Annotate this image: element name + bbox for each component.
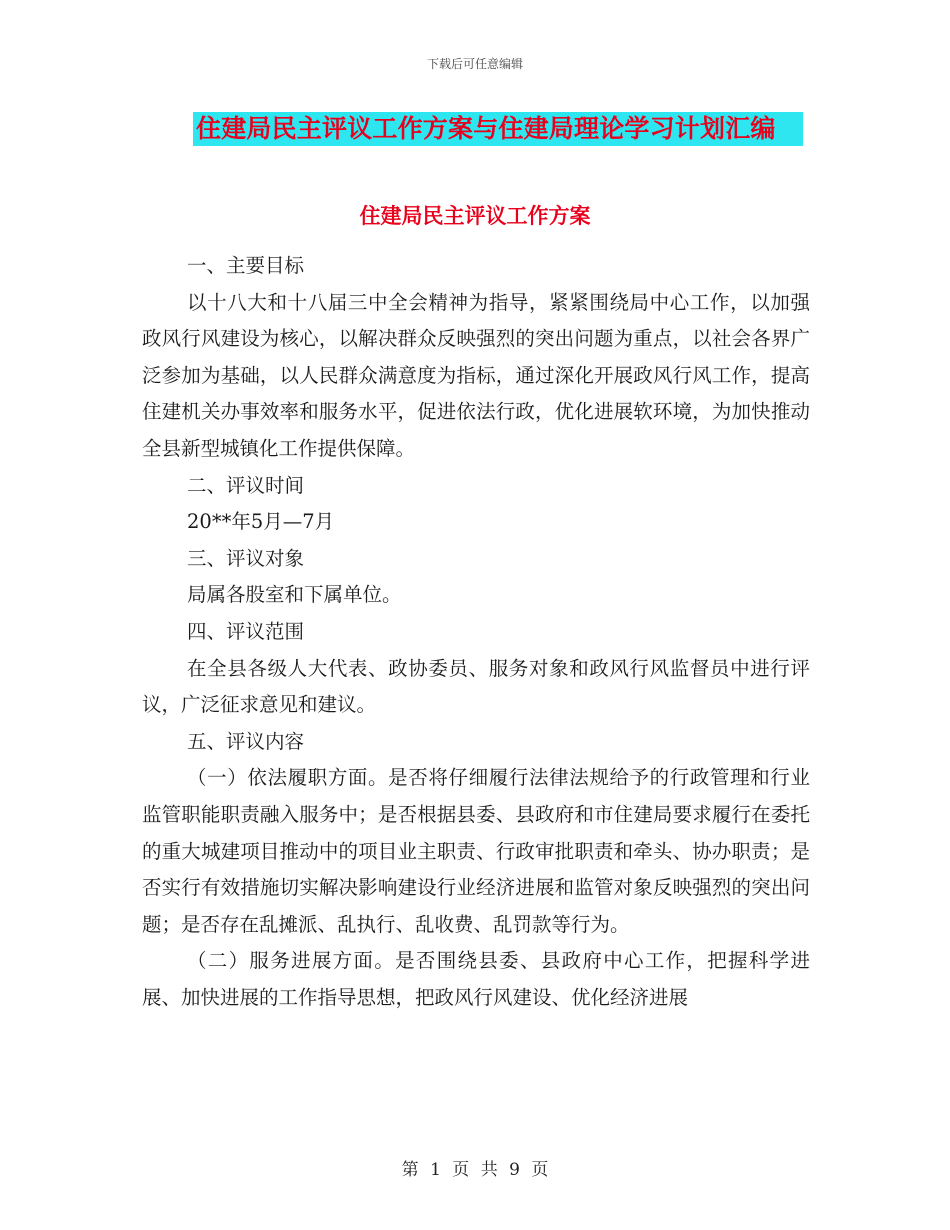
heading-review-scope: 四、评议范围 xyxy=(187,619,305,643)
heading-review-time: 二、评议时间 xyxy=(187,473,305,497)
paragraph-lawful-duty: （一）依法履职方面。是否将仔细履行法律法规给予的行政管理和行业监管职能职责融入服务中；是否根据县委、县政府和市住建局要求履行在委托的重大城建项目推动中的项目业主职责、行政审批职责和牵头、协办职责；是否实行有效措施切实解决影响建设行业经济进展和监管对象反映强烈的突出问题；是否存在乱摊派、乱执行、乱收费、乱罚款等行为。 xyxy=(142,766,810,936)
paragraph-review-time: 20**年5月—7月 xyxy=(187,510,335,534)
heading-review-content: 五、评议内容 xyxy=(187,729,305,753)
page-footer-indicator: 第 1 页 共 9 页 xyxy=(401,1160,549,1180)
section-title: 住建局民主评议工作方案 xyxy=(359,204,591,228)
page-header-note: 下载后可任意编辑 xyxy=(426,57,523,71)
paragraph-review-scope: 在全县各级人大代表、政协委员、服务对象和政风行风监督员中进行评议，广泛征求意见和建议。 xyxy=(142,656,810,717)
paragraph-review-object: 局属各股室和下属单位。 xyxy=(187,583,402,607)
heading-review-object: 三、评议对象 xyxy=(187,546,305,570)
heading-main-goal: 一、主要目标 xyxy=(187,254,305,277)
document-body xyxy=(142,248,810,1016)
paragraph-service-development: （二）服务进展方面。是否围绕县委、县政府中心工作，把握科学进展、加快进展的工作指导思想，把政风行风建设、优化经济进展 xyxy=(142,949,810,1009)
document-main-title: 住建局民主评议工作方案与住建局理论学习计划汇编 xyxy=(196,114,776,143)
paragraph-main-goal: 以十八大和十八届三中全会精神为指导，紧紧围绕局中心工作，以加强政风行风建设为核心，以解决群众反映强烈的突出问题为重点，以社会各界广泛参加为基础，以人民群众满意度为指标，通过深化开展政风行风工作，提高住建机关办事效率和服务水平，促进依法行政，优化进展软环境，为加快推动全县新型城镇化工作提供保障。 xyxy=(142,290,810,460)
